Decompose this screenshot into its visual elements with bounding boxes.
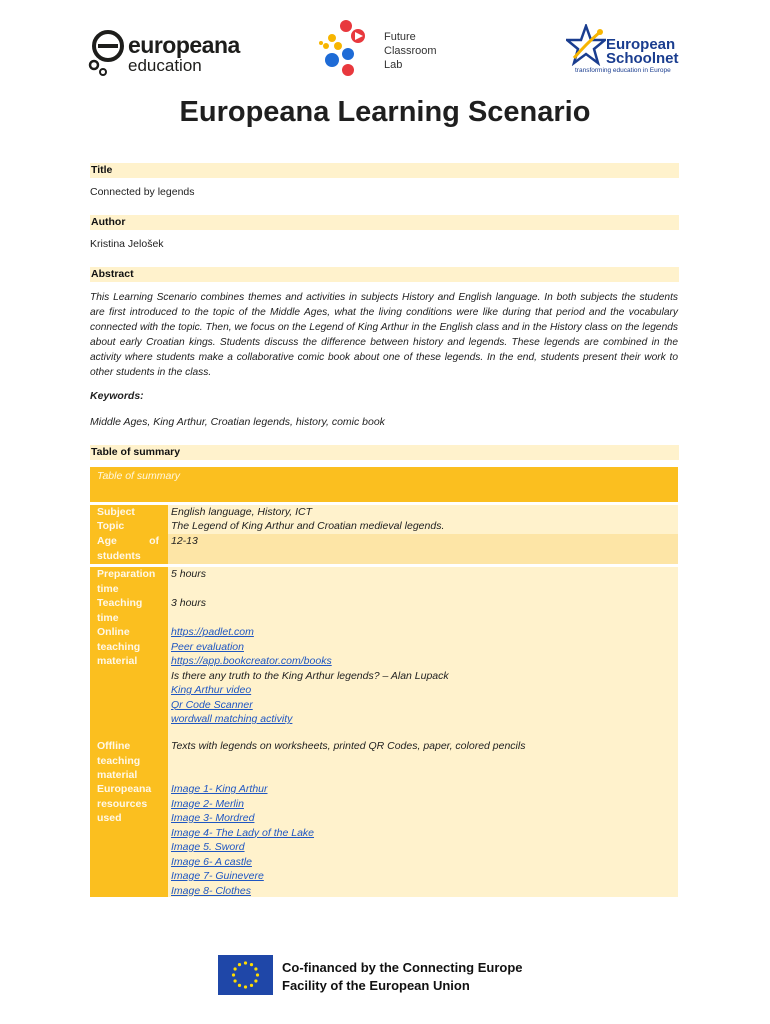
fcl-line-1: Future bbox=[384, 31, 416, 43]
author-value: Kristina Jelošek bbox=[90, 238, 164, 250]
author-label: Author bbox=[90, 215, 679, 230]
abstract-text: This Learning Scenario combines themes and activities in subjects History and English language. In both subjects the students are first introduced to the topic of the Middle Ages, what the living conditions were like during that period and the vocabulary connected with the topic. Then, we focus on the Legend of King Arthur in the English class and in the History class on the legends about early Croatian kings. Students discuss the difference between history and legends. These legends are combined in the activity where students make a collaborative comic book about one of these legends. In the end, students present their work to other students in the class. bbox=[90, 292, 678, 378]
teaching-value: 3 hours bbox=[168, 596, 678, 625]
online-link-bookcreator[interactable]: https://app.bookcreator.com/books bbox=[171, 655, 332, 667]
europeana-link-merlin[interactable]: Image 2- Merlin bbox=[171, 797, 244, 810]
age-key-word-2: of bbox=[149, 535, 159, 547]
table-row-teaching bbox=[90, 596, 678, 625]
online-link-padlet[interactable]: https://padlet.com bbox=[171, 626, 254, 638]
offline-value: Texts with legends on worksheets, printed QR Codes, paper, colored pencils bbox=[168, 739, 678, 782]
eu-flag-icon bbox=[218, 955, 273, 995]
subject-key: Subject bbox=[90, 505, 165, 519]
europeana-link-clothes[interactable]: Image 8- Clothes bbox=[171, 884, 251, 897]
europeana-link-king-arthur[interactable]: Image 1- King Arthur bbox=[171, 783, 268, 795]
online-link-qr-scanner[interactable]: Qr Code Scanner bbox=[171, 698, 253, 711]
europeana-link-mordred[interactable]: Image 3- Mordred bbox=[171, 812, 255, 824]
online-value bbox=[168, 625, 678, 739]
table-row-online bbox=[90, 625, 678, 739]
offline-key: Offline teaching material bbox=[90, 739, 165, 782]
table-row-preparation bbox=[90, 567, 678, 596]
topic-key: Topic bbox=[90, 519, 165, 534]
age-key-word-1: Age bbox=[97, 535, 117, 547]
title-label: Title bbox=[90, 163, 679, 178]
online-link-wordwall[interactable]: wordwall matching activity bbox=[171, 713, 293, 725]
table-row-age bbox=[90, 534, 678, 564]
topic-value: The Legend of King Arthur and Croatian medieval legends. bbox=[168, 519, 678, 534]
education-wordmark: education bbox=[128, 56, 202, 75]
europeana-key: Europeana resources used bbox=[90, 782, 165, 897]
age-value: 12-13 bbox=[168, 534, 678, 564]
europeana-logo-icon bbox=[88, 28, 128, 78]
esn-wordmark-line-2: Schoolnet bbox=[606, 50, 679, 67]
online-link-king-arthur-video[interactable]: King Arthur video bbox=[171, 684, 252, 696]
table-row-subject bbox=[90, 505, 678, 519]
document-title: Europeana Learning Scenario bbox=[179, 96, 591, 128]
fcl-wordmark bbox=[384, 30, 437, 72]
europeana-value bbox=[168, 782, 678, 897]
keywords-label: Keywords: bbox=[90, 390, 144, 402]
table-row-offline bbox=[90, 739, 678, 782]
abstract-label: Abstract bbox=[90, 267, 679, 282]
online-key: Online teaching material bbox=[90, 625, 165, 739]
schoolnet-star-icon bbox=[566, 24, 606, 66]
cofinanced-line-2: Facility of the European Union bbox=[282, 978, 470, 993]
table-row-topic bbox=[90, 519, 678, 534]
europeana-link-sword[interactable]: Image 5. Sword bbox=[171, 841, 245, 853]
european-schoolnet-logo bbox=[566, 24, 606, 66]
online-link-peer-evaluation[interactable]: Peer evaluation bbox=[171, 640, 244, 653]
summary-table bbox=[90, 467, 678, 897]
europeana-link-castle[interactable]: Image 6- A castle bbox=[171, 855, 252, 868]
preparation-value: 5 hours bbox=[168, 567, 678, 596]
table-row-europeana bbox=[90, 782, 678, 897]
esn-tagline: transforming education in Europe bbox=[575, 67, 671, 74]
online-text-truth: Is there any truth to the King Arthur legends? – Alan Lupack bbox=[171, 669, 449, 682]
preparation-key: Preparation time bbox=[90, 567, 165, 596]
europeana-link-lady-of-the-lake[interactable]: Image 4- The Lady of the Lake bbox=[171, 826, 315, 839]
subject-value: English language, History, ICT bbox=[168, 505, 678, 519]
summary-table-header: Table of summary bbox=[90, 467, 678, 502]
europeana-link-guinevere[interactable]: Image 7- Guinevere bbox=[171, 870, 264, 882]
fcl-line-2: Classroom bbox=[384, 45, 437, 57]
europeana-wordmark: europeana bbox=[128, 32, 240, 58]
age-key bbox=[90, 534, 165, 564]
fcl-icon bbox=[318, 18, 378, 80]
summary-label: Table of summary bbox=[90, 445, 679, 460]
keywords-value: Middle Ages, King Arthur, Croatian legends, history, comic book bbox=[90, 416, 385, 428]
future-classroom-lab-logo bbox=[318, 18, 378, 80]
cofinanced-line-1: Co-financed by the Connecting Europe bbox=[282, 960, 523, 975]
fcl-line-3: Lab bbox=[384, 59, 403, 71]
esn-wordmark-line-1: European bbox=[606, 36, 676, 53]
age-key-word-3: students bbox=[97, 549, 141, 562]
teaching-key: Teaching time bbox=[90, 596, 165, 625]
title-value: Connected by legends bbox=[90, 186, 195, 198]
